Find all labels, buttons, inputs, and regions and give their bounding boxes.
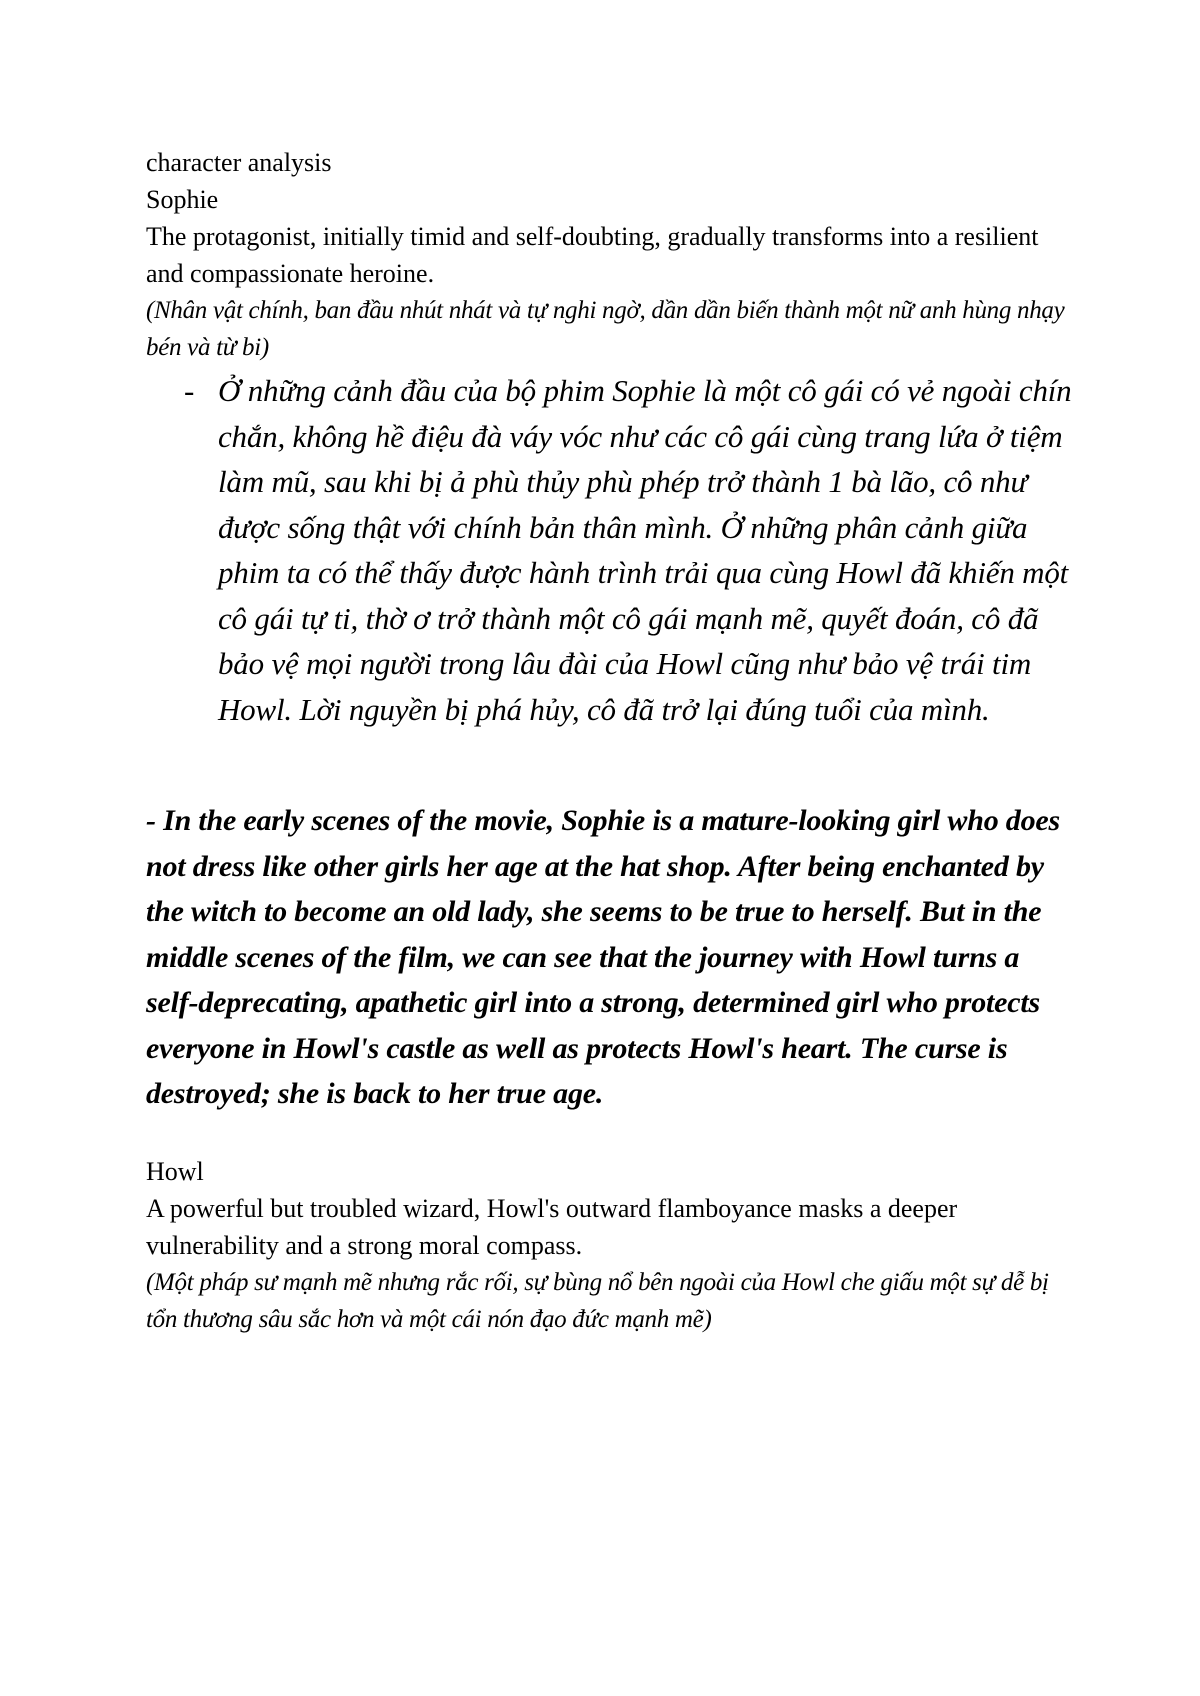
- howl-heading: Howl: [146, 1156, 204, 1186]
- bullet-marker: -: [184, 373, 195, 408]
- sophie-english-paragraph: - In the early scenes of the movie, Sophie is a mature-looking girl who does not dress like other girls her age at the hat shop. After being enchanted by the witch to become an old lady, she seems to be true to herself. But in the middle scenes of the film, we can see that the journey with Howl turns a self-deprecating, apathetic girl into a strong, determined girl who protects everyone in Howl's castle as well as protects Howl's heart. The curse is destroyed; she is back to her true age.: [146, 804, 1060, 1110]
- document-title: character analysis: [146, 148, 332, 177]
- document-body: [146, 144, 1076, 1338]
- howl-translation: (Một pháp sư mạnh mẽ nhưng rắc rối, sự bùng nổ bên ngoài của Howl che giấu một sự dễ bị tổn thương sâu sắc hơn và một cái nón đạo đức mạnh mẽ): [146, 1268, 1049, 1333]
- howl-description: A powerful but troubled wizard, Howl's outward flamboyance masks a deeper vulnerability and a strong moral compass.: [146, 1193, 958, 1260]
- sophie-heading: Sophie: [146, 185, 219, 214]
- sophie-translation: (Nhân vật chính, ban đầu nhút nhát và tự nghi ngờ, dần dần biến thành một nữ anh hùng nhạy bén và từ bi): [146, 297, 1065, 361]
- sophie-description: The protagonist, initially timid and self-doubting, gradually transforms into a resilient and compassionate heroine.: [146, 222, 1039, 288]
- sophie-bullet-item: [146, 368, 1076, 732]
- sophie-bullet-vietnamese: Ở những cảnh đầu của bộ phim Sophie là một cô gái có vẻ ngoài chín chắn, không hề điệu đà váy vóc như các cô gái cùng trang lứa ở tiệm làm mũ, sau khi bị ả phù thủy phù phép trở thành 1 bà lão, cô như được sống thật với chính bản thân mình. Ở những phân cảnh giữa phim ta có thể thấy được hành trình trải qua cùng Howl đã khiến một cô gái tự ti, thờ ơ trở thành một cô gái mạnh mẽ, quyết đoán, cô đã bảo vệ mọi người trong lâu đài của Howl cũng như bảo vệ trái tim Howl. Lời nguyền bị phá hủy, cô đã trở lại đúng tuổi của mình.: [218, 373, 1072, 727]
